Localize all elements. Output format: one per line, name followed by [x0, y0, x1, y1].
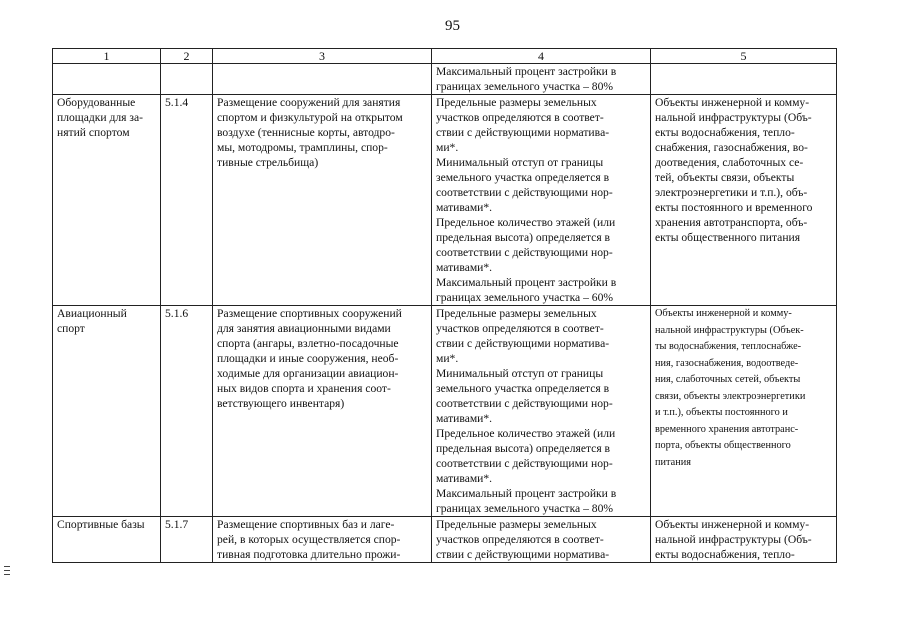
text-line: екты постоянного и временного [655, 201, 813, 214]
text-line: ствии с действующими нормативa- [436, 126, 610, 139]
text-line: Предельные размеры земельных [436, 307, 597, 320]
text-line: предельная высота) определяется в [436, 442, 611, 455]
text-line: тивная подготовка длительно прожи- [217, 548, 401, 561]
text-line: Размещение спортивных баз и лаге- [217, 518, 395, 531]
text-line: ходимые для организации авиацион- [217, 367, 399, 380]
header-col-5: 5 [651, 49, 837, 64]
text-line: ветствующего инвентаря) [217, 397, 345, 410]
text-line: питания [655, 456, 691, 468]
text-line: ния, газоснабжения, водоотведе- [655, 357, 799, 369]
page-number: 95 [445, 18, 460, 34]
cell-name [53, 95, 161, 306]
text-line: екты общественного питания [655, 231, 801, 244]
text-line: мы, мотодромы, трамплины, спор- [217, 141, 388, 154]
text-line: соответствии с действующими нор- [436, 457, 613, 470]
header-col-3: 3 [213, 49, 432, 64]
cell-description [213, 95, 432, 306]
cell-code: 5.1.7 [161, 517, 213, 563]
text-line: мативами*. [436, 412, 493, 425]
text-line: нальной инфраструктуры (Объек- [655, 324, 804, 336]
text-line: Максимальный процент застройки в [436, 276, 617, 289]
table-row [53, 517, 837, 563]
cell-description [213, 517, 432, 563]
text-line: мативами*. [436, 201, 493, 214]
text-line: для занятия авиационными видами [217, 322, 391, 335]
text-line: ми*. [436, 141, 459, 154]
text-line: границах земельного участка – 60% [436, 291, 614, 304]
text-line: снабжения, газоснабжения, во- [655, 141, 808, 154]
text-line: Предельное количество этажей (или [436, 427, 616, 440]
text-line: Максимальный процент застройки в [436, 487, 617, 500]
text-line: тей, объекты связи, объекты [655, 171, 795, 184]
scan-mark-line [4, 574, 10, 575]
text-line: ных видов спорта и хранения соот- [217, 382, 391, 395]
text-line: участков определяются в соответ- [436, 533, 604, 546]
text-line: спорта (ангары, взлетно-посадочные [217, 337, 399, 350]
text-line: мативами*. [436, 261, 493, 274]
cell-parameters [432, 306, 651, 517]
header-col-1: 1 [53, 49, 161, 64]
text-line: ствии с действующими нормативa- [436, 548, 610, 561]
text-line: Предельное количество этажей (или [436, 216, 616, 229]
cell-code [161, 64, 213, 95]
text-line: нальной инфраструктуры (Объ- [655, 533, 812, 546]
cell-auxiliary [651, 95, 837, 306]
header-col-2: 2 [161, 49, 213, 64]
text-line: нальной инфраструктуры (Объ- [655, 111, 812, 124]
text-line: площадки для за- [57, 111, 143, 124]
text-line: Авиационный [57, 307, 127, 320]
text-line: Предельные размеры земельных [436, 518, 597, 531]
table-row [53, 95, 837, 306]
text-line: нятий спортом [57, 126, 130, 139]
text-line: участков определяются в соответ- [436, 322, 604, 335]
text-line: границах земельного участка – 80% [436, 502, 614, 515]
text-line: соответствии с действующими нор- [436, 397, 613, 410]
text-line: соответствии с действующими нор- [436, 186, 613, 199]
scan-margin-mark [4, 566, 10, 575]
text-line: екты водоснабжения, тепло- [655, 548, 795, 561]
cell-name [53, 64, 161, 95]
text-line: площадки и иные сооружения, необ- [217, 352, 399, 365]
text-line: временного хранения автотранс- [655, 423, 799, 435]
text-line: Минимальный отступ от границы [436, 367, 604, 380]
text-line: земельного участка определяется в [436, 382, 610, 395]
text-line: спорт [57, 322, 85, 335]
text-line: Максимальный процент застройки в [436, 65, 617, 78]
cell-auxiliary [651, 517, 837, 563]
text-line: Объекты инженерной и комму- [655, 96, 810, 109]
text-line: воздухе (теннисные корты, автодро- [217, 126, 395, 139]
text-line: ствии с действующими нормативa- [436, 337, 610, 350]
scan-mark-line [4, 566, 10, 567]
text-line: Минимальный отступ от границы [436, 156, 604, 169]
cell-parameters [432, 517, 651, 563]
text-line: Оборудованные [57, 96, 136, 109]
text-line: предельная высота) определяется в [436, 231, 611, 244]
text-line: соответствии с действующими нор- [436, 246, 613, 259]
cell-auxiliary [651, 64, 837, 95]
text-line: границах земельного участка – 80% [436, 80, 614, 93]
land-use-table [52, 48, 837, 563]
text-line: Спортивные базы [57, 518, 145, 531]
text-line: спортом и физкультурой на открытом [217, 111, 403, 124]
text-line: хранения автотранспорта, объ- [655, 216, 808, 229]
header-col-4: 4 [432, 49, 651, 64]
text-line: ты водоснабжения, теплоснабже- [655, 341, 802, 352]
cell-parameters [432, 64, 651, 95]
cell-description [213, 306, 432, 517]
table-header-row [53, 49, 837, 64]
text-line: мативами*. [436, 472, 493, 485]
cell-parameters [432, 95, 651, 306]
text-line: электроэнергетики и т.п.), объ- [655, 186, 808, 199]
cell-auxiliary [651, 306, 837, 517]
scan-mark-line [4, 570, 10, 571]
cell-code: 5.1.4 [161, 95, 213, 306]
text-line: доотведения, слаботочных се- [655, 156, 804, 169]
text-line: Размещение сооружений для занятия [217, 96, 401, 109]
cell-code: 5.1.6 [161, 306, 213, 517]
text-line: тивные стрельбища) [217, 156, 319, 169]
text-line: Предельные размеры земельных [436, 96, 597, 109]
table-row-continuation [53, 64, 837, 95]
cell-name [53, 517, 161, 563]
text-line: порта, объекты общественного [655, 440, 791, 451]
cell-description [213, 64, 432, 95]
text-line: Объекты инженерной и комму- [655, 518, 810, 531]
text-line: и т.п.), объекты постоянного и [655, 407, 788, 418]
text-line: рей, в которых осуществляется спор- [217, 533, 401, 546]
text-line: земельного участка определяется в [436, 171, 610, 184]
text-line: ми*. [436, 352, 459, 365]
table-row [53, 306, 837, 517]
text-line: Объекты инженерной и комму- [655, 308, 792, 319]
text-line: Размещение спортивных сооружений [217, 307, 402, 320]
text-line: ния, слаботочных сетей, объекты [655, 374, 801, 385]
text-line: связи, объекты электроэнергетики [655, 390, 806, 402]
text-line: участков определяются в соответ- [436, 111, 604, 124]
cell-name [53, 306, 161, 517]
text-line: екты водоснабжения, тепло- [655, 126, 795, 139]
